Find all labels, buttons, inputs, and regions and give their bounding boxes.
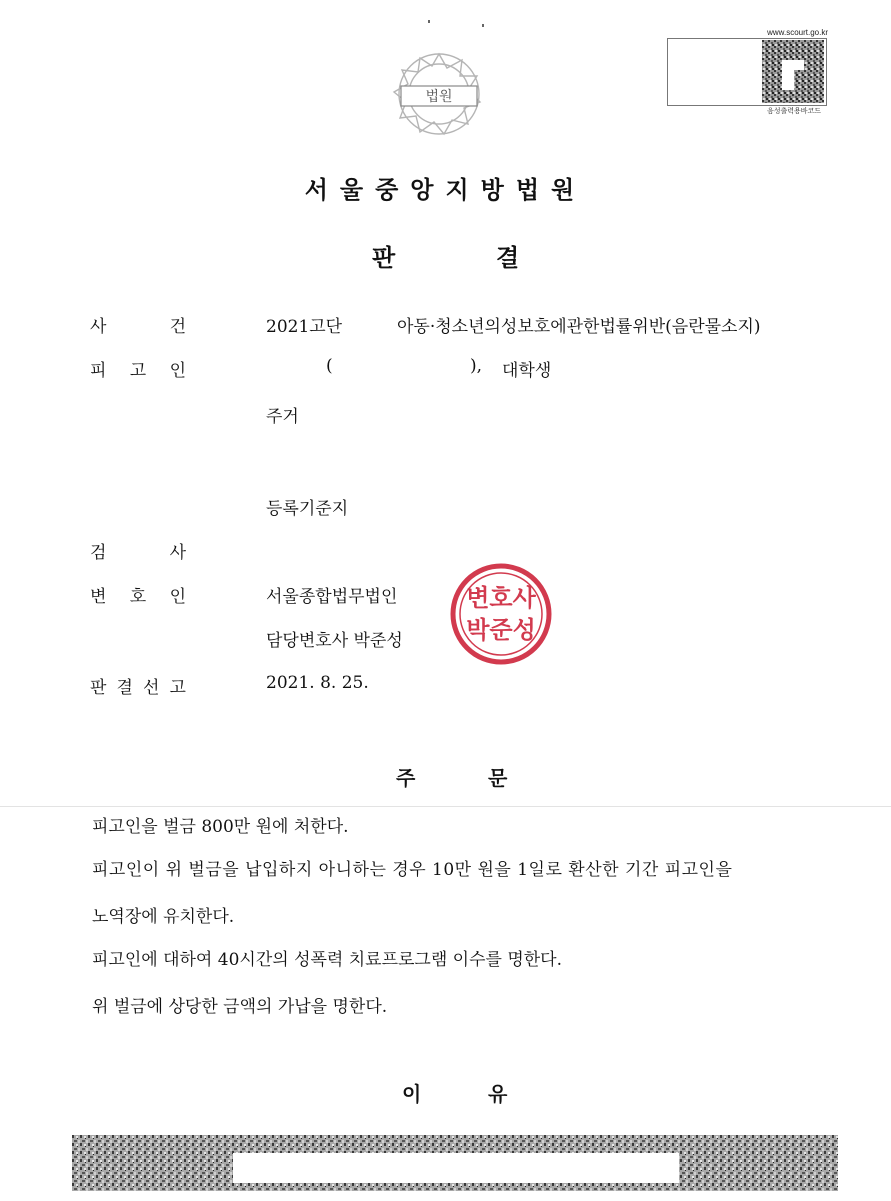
case-name: 아동·청소년의성보호에관한법률위반(음란물소지) [397, 317, 761, 337]
court-name: 서울중앙지방법원 [304, 176, 587, 204]
scan-speck [482, 24, 484, 27]
defense-label: 변 호 인 [90, 587, 186, 607]
barcode-2d-icon [762, 40, 824, 103]
barcode-url: www.scourt.go.kr [767, 28, 828, 37]
ruling-line: 피고인에 대하여 40시간의 성폭력 치료프로그램 이수를 명한다. [92, 950, 563, 970]
ruling-line: 피고인을 벌금 800만 원에 처한다. [92, 817, 349, 837]
court-emblem-icon [374, 48, 504, 140]
defendant-paren-open: ( [326, 356, 333, 376]
ruling-line: 피고인이 위 벌금을 납입하지 아니하는 경우 10만 원을 1일로 환산한 기간 피고인을 [92, 860, 733, 880]
verdict-date-label: 판 결 선 고 [90, 678, 186, 698]
scan-speck [428, 20, 430, 23]
case-label: 사 건 [90, 317, 186, 337]
defendant-label: 피 고 인 [90, 361, 186, 381]
stamp-line-1: 변호사 [466, 583, 536, 612]
address-label: 주거 [266, 407, 299, 427]
ruling-line: 노역장에 유치한다. [92, 907, 235, 927]
attorney-seal-stamp [449, 562, 553, 666]
registered-domicile-label: 등록기준지 [266, 499, 349, 519]
barcode-caption: 음성출력용바코드 [766, 107, 822, 115]
document-title-char-1: 판 [372, 244, 396, 272]
ruling-heading-char-1: 주 [396, 766, 416, 790]
defense-attorney: 담당변호사 박준성 [266, 631, 403, 651]
emblem-text: 법원 [425, 89, 453, 105]
reasons-heading-char-2: 유 [488, 1082, 508, 1106]
case-number: 2021고단 [266, 317, 343, 337]
defendant-occupation: 대학생 [502, 361, 552, 381]
stamp-line-2: 박준성 [466, 615, 536, 644]
ruling-line: 위 벌금에 상당한 금액의 가납을 명한다. [92, 997, 388, 1017]
scan-fold-line [0, 806, 891, 807]
defense-firm: 서울종합법무법인 [266, 587, 398, 607]
verdict-date-value: 2021. 8. 25. [266, 673, 369, 693]
reasons-heading-char-1: 이 [402, 1082, 422, 1106]
prosecutor-label: 검 사 [90, 543, 186, 563]
document-title-char-2: 결 [496, 244, 520, 272]
defendant-paren-close: ), [470, 356, 483, 376]
redaction-block [233, 1153, 679, 1183]
ruling-heading-char-2: 문 [488, 766, 508, 790]
